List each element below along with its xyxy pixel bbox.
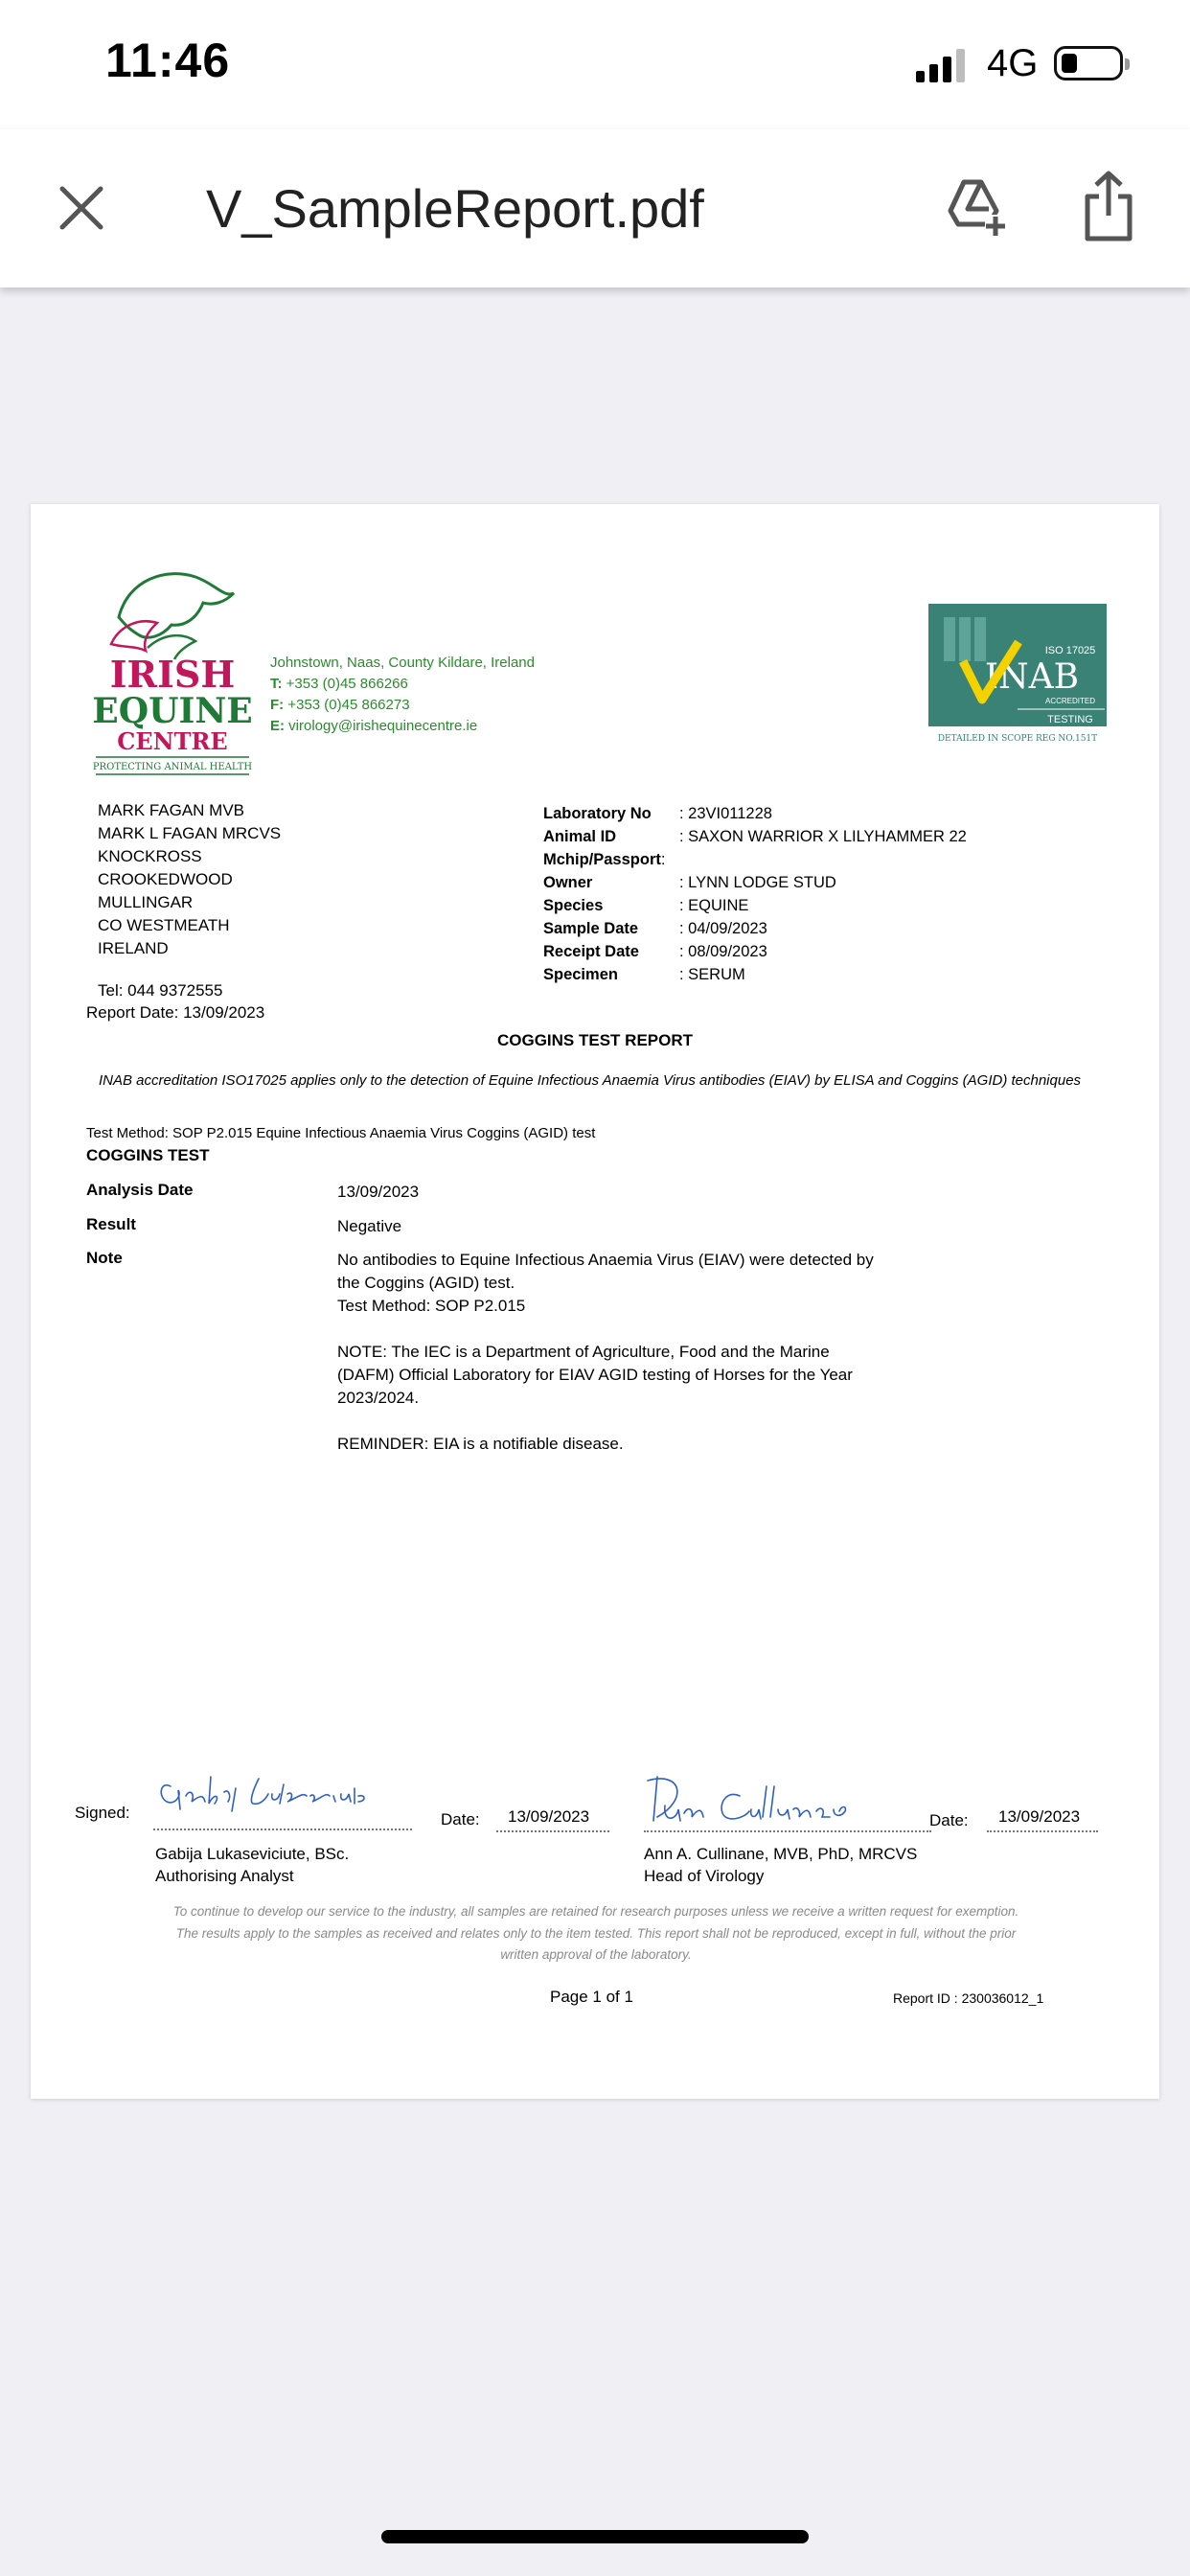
irish-equine-centre-logo: [90, 560, 255, 775]
sample-info: [543, 802, 967, 986]
note-line: NOTE: The IEC is a Department of Agriculture, Food and the Marine: [337, 1343, 830, 1361]
info-value: : 08/09/2023: [679, 943, 767, 960]
network-type: 4G: [987, 42, 1039, 84]
address-line: MARK L FAGAN MRCVS: [98, 824, 282, 842]
info-value: : SAXON WARRIOR X LILYHAMMER 22: [679, 828, 967, 845]
disclaimer-line: To continue to develop our service to the industry, all samples are retained for research purposes unless we receive a written request for exemption.: [172, 1904, 1019, 1919]
info-row: [543, 825, 967, 848]
analysis-date-label: Analysis Date: [86, 1181, 194, 1199]
accreditation-note: INAB accreditation ISO17025 applies only to the detection of Equine Infectious Anaemia Virus antibodies (EIAV) by ELISA and Coggins (AGID) techniques: [99, 1072, 1082, 1089]
info-key: Receipt Date: [543, 943, 639, 960]
signature-image: [644, 1767, 893, 1827]
signature-date: 13/09/2023: [998, 1807, 1081, 1826]
note-line: Test Method: SOP P2.015: [337, 1297, 526, 1315]
lab-fax: +353 (0)45 866273: [287, 697, 410, 713]
signature-line: [153, 1828, 412, 1830]
test-method: Test Method: SOP P2.015 Equine Infectious Anaemia Virus Coggins (AGID) test: [86, 1125, 596, 1141]
note-line: (DAFM) Official Laboratory for EIAV AGID testing of Horses for the Year: [337, 1366, 853, 1384]
info-row: [543, 871, 967, 894]
add-to-drive-icon[interactable]: [939, 172, 1008, 242]
result-label: Result: [86, 1215, 136, 1233]
info-key: Specimen: [543, 966, 618, 983]
info-key: Species: [543, 897, 604, 914]
share-icon[interactable]: [1083, 170, 1134, 242]
svg-text:EQUINE: EQUINE: [92, 691, 253, 731]
svg-text:IRISH: IRISH: [109, 653, 236, 696]
date-line: [496, 1830, 609, 1832]
info-value: : 23VI011228: [679, 805, 772, 822]
info-value: :: [660, 851, 666, 868]
page-number: Page 1 of 1: [550, 1988, 633, 2006]
address-line: CO WESTMEATH: [98, 916, 230, 934]
address-line: CROOKEDWOOD: [98, 870, 233, 888]
info-key: Owner: [543, 874, 593, 891]
analysis-date-value: 13/09/2023: [337, 1183, 420, 1201]
address-line: MULLINGAR: [98, 893, 194, 911]
disclaimer-line: written approval of the laboratory.: [500, 1947, 692, 1962]
fax-label: F:: [270, 697, 285, 713]
svg-text:DETAILED IN SCOPE REG NO.151T: DETAILED IN SCOPE REG NO.151T: [937, 734, 1098, 744]
status-time: 11:46: [105, 34, 231, 87]
info-row: [543, 848, 967, 871]
lab-address: Johnstown, Naas, County Kildare, Ireland: [270, 655, 535, 671]
addressee-tel: Tel: 044 9372555: [98, 981, 223, 1000]
lab-phone[interactable]: +353 (0)45 866266: [286, 676, 408, 692]
svg-text:TESTING: TESTING: [1047, 714, 1093, 725]
info-row: [543, 917, 967, 940]
date-label: Date:: [929, 1811, 969, 1829]
svg-text:CENTRE: CENTRE: [117, 727, 228, 755]
note-line: [337, 1410, 874, 1433]
svg-text:ACCREDITED: ACCREDITED: [1044, 697, 1096, 705]
pdf-page[interactable]: [31, 504, 1159, 2099]
note-line: No antibodies to Equine Infectious Anaemia Virus (EIAV) were detected by: [337, 1251, 874, 1269]
note-line: REMINDER: EIA is a notifiable disease.: [337, 1435, 624, 1453]
signatory: [155, 1843, 349, 1887]
phone-label: T:: [270, 676, 283, 692]
info-value: : EQUINE: [679, 897, 749, 914]
info-key: Sample Date: [543, 920, 639, 937]
lab-email[interactable]: virology@irishequinecentre.ie: [288, 718, 478, 734]
signatory-name: Gabija Lukaseviciute, BSc.: [155, 1845, 350, 1863]
address-line: MARK FAGAN MVB: [98, 801, 245, 819]
report-date: Report Date: 13/09/2023: [86, 1003, 265, 1022]
date-label: Date:: [441, 1810, 480, 1828]
report-title: COGGINS TEST REPORT: [496, 1031, 694, 1049]
address-line: IRELAND: [98, 939, 169, 957]
signature-date: 13/09/2023: [508, 1807, 590, 1826]
signatory-name: Ann A. Cullinane, MVB, PhD, MRCVS: [644, 1845, 918, 1863]
addressee: [98, 799, 281, 960]
info-value: : SERUM: [679, 966, 745, 983]
info-row: [543, 963, 967, 986]
info-row: [543, 802, 967, 825]
info-value: : 04/09/2023: [679, 920, 767, 937]
inab-accreditation-logo: [927, 604, 1109, 748]
info-row: [543, 894, 967, 917]
battery-icon: [1054, 46, 1123, 80]
signatory-role: Head of Virology: [644, 1867, 765, 1885]
svg-text:INAB: INAB: [984, 657, 1080, 697]
status-bar: [0, 0, 1190, 129]
info-key: Mchip/Passport: [543, 851, 661, 868]
note-label: Note: [86, 1249, 123, 1267]
disclaimer-line: The results apply to the samples as received and relates only to the item tested. This report shall not be reproduced, except in full, without the prior: [175, 1925, 1017, 1941]
signed-label: Signed:: [75, 1804, 130, 1822]
section-heading: COGGINS TEST: [86, 1146, 210, 1164]
address-line: KNOCKROSS: [98, 847, 202, 865]
result-value: Negative: [337, 1217, 402, 1235]
note-line: 2023/2024.: [337, 1389, 420, 1407]
lab-contact: [270, 653, 535, 737]
signatory: [644, 1843, 917, 1887]
date-line: [987, 1830, 1098, 1832]
email-label: E:: [270, 718, 285, 734]
info-key: Laboratory No: [543, 805, 652, 822]
note-text: [337, 1249, 874, 1456]
svg-text:ISO 17025: ISO 17025: [1044, 645, 1096, 656]
home-indicator[interactable]: [381, 2530, 809, 2543]
signature-line: [644, 1830, 931, 1832]
info-value: : LYNN LODGE STUD: [679, 874, 836, 891]
report-id: Report ID : 230036012_1: [893, 1990, 1044, 2006]
signature-image: [153, 1767, 383, 1815]
document-title: V_SampleReport.pdf: [206, 178, 704, 239]
signal-strength-icon: [914, 48, 972, 82]
close-icon[interactable]: [53, 179, 110, 237]
note-line: [337, 1318, 874, 1341]
viewer-toolbar: [0, 129, 1190, 288]
svg-text:PROTECTING ANIMAL HEALTH: PROTECTING ANIMAL HEALTH: [92, 762, 253, 772]
info-key: Animal ID: [543, 828, 617, 845]
info-row: [543, 940, 967, 963]
signatory-role: Authorising Analyst: [155, 1867, 294, 1885]
disclaimer: [126, 1901, 1065, 1966]
note-line: the Coggins (AGID) test.: [337, 1274, 515, 1292]
